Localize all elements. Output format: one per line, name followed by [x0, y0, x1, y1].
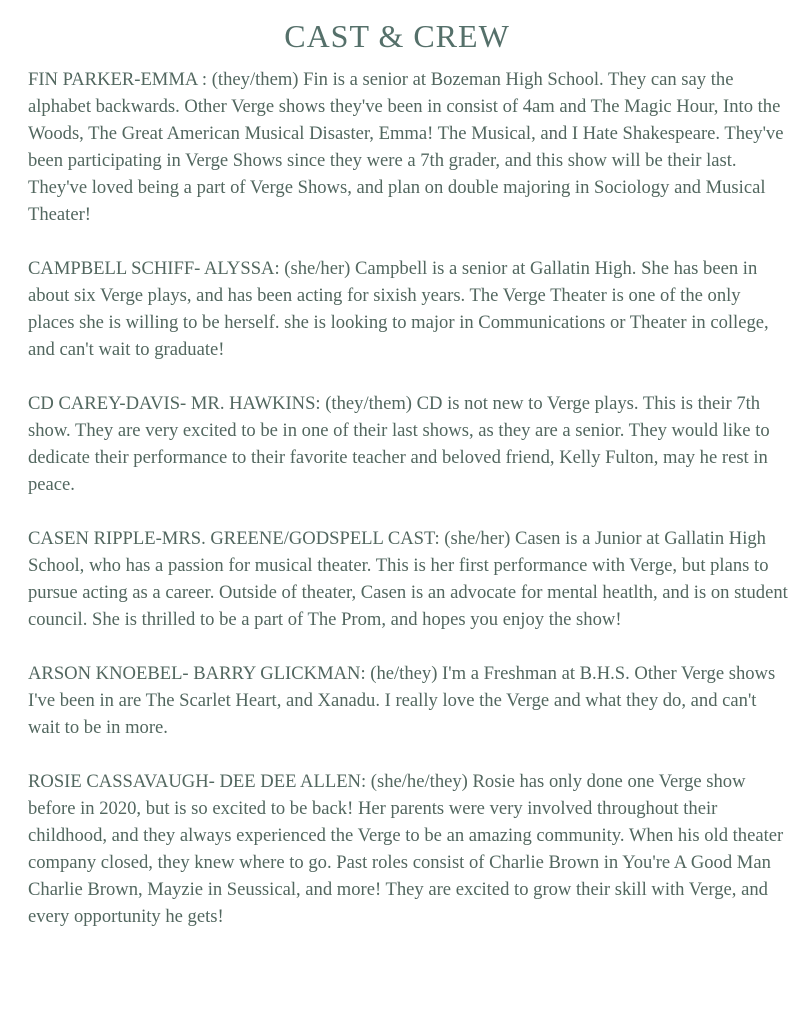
- cast-bio-cd-carey-davis: CD CAREY-DAVIS- MR. HAWKINS: (they/them) CD is not new to Verge plays. This is their 7th show. They are very excited to be in one of their last shows, as they are a senior. They would like to dedicate their performance to their favorite teacher and beloved friend, Kelly Fulton, may he rest in peace.: [28, 393, 770, 495]
- cast-bio-casen-ripple: CASEN RIPPLE-MRS. GREENE/GODSPELL CAST: (she/her) Casen is a Junior at Gallatin High School, who has a passion for musical theater. This is her first performance with Verge, but plans to pursue acting as a career. Outside of theater, Casen is an advocate for mental heatlth, and is on student council. She is thrilled to be a part of The Prom, and hopes you enjoy the show!: [28, 528, 788, 630]
- cast-bio-campbell-schiff: CAMPBELL SCHIFF- ALYSSA: (she/her) Campbell is a senior at Gallatin High. She has been in about six Verge plays, and has been acting for sixish years. The Verge Theater is one of the only places she is willing to be herself. she is looking to major in Communications or Theater in college, and can't wait to graduate!: [28, 258, 769, 360]
- cast-bio-list: [28, 66, 790, 957]
- cast-bio-fin-parker: FIN PARKER-EMMA : (they/them) Fin is a senior at Bozeman High School. They can say the alphabet backwards. Other Verge shows they've been in consist of 4am and The Magic Hour, Into the Woods, The Great American Musical Disaster, Emma! The Musical, and I Hate Shakespeare. They've been participating in Verge Shows since they were a 7th grader, and this show will be their last. They've loved being a part of Verge Shows, and plan on double majoring in Sociology and Musical Theater!: [28, 69, 784, 225]
- cast-bio-arson-knoebel: ARSON KNOEBEL- BARRY GLICKMAN: (he/they) I'm a Freshman at B.H.S. Other Verge shows I've been in are The Scarlet Heart, and Xanadu. I really love the Verge and what they do, and can't wait to be in more.: [28, 663, 776, 738]
- cast-bio-rosie-cassavaugh: ROSIE CASSAVAUGH- DEE DEE ALLEN: (she/he/they) Rosie has only done one Verge show before in 2020, but is so excited to be back! Her parents were very involved throughout their childhood, and they always experienced the Verge to be an amazing community. When his old theater company closed, they knew where to go. Past roles consist of Charlie Brown in You're A Good Man Charlie Brown, Mayzie in Seussical, and more! They are excited to grow their skill with Verge, and every opportunity he gets!: [28, 771, 784, 927]
- page-title: CAST & CREW: [284, 18, 510, 54]
